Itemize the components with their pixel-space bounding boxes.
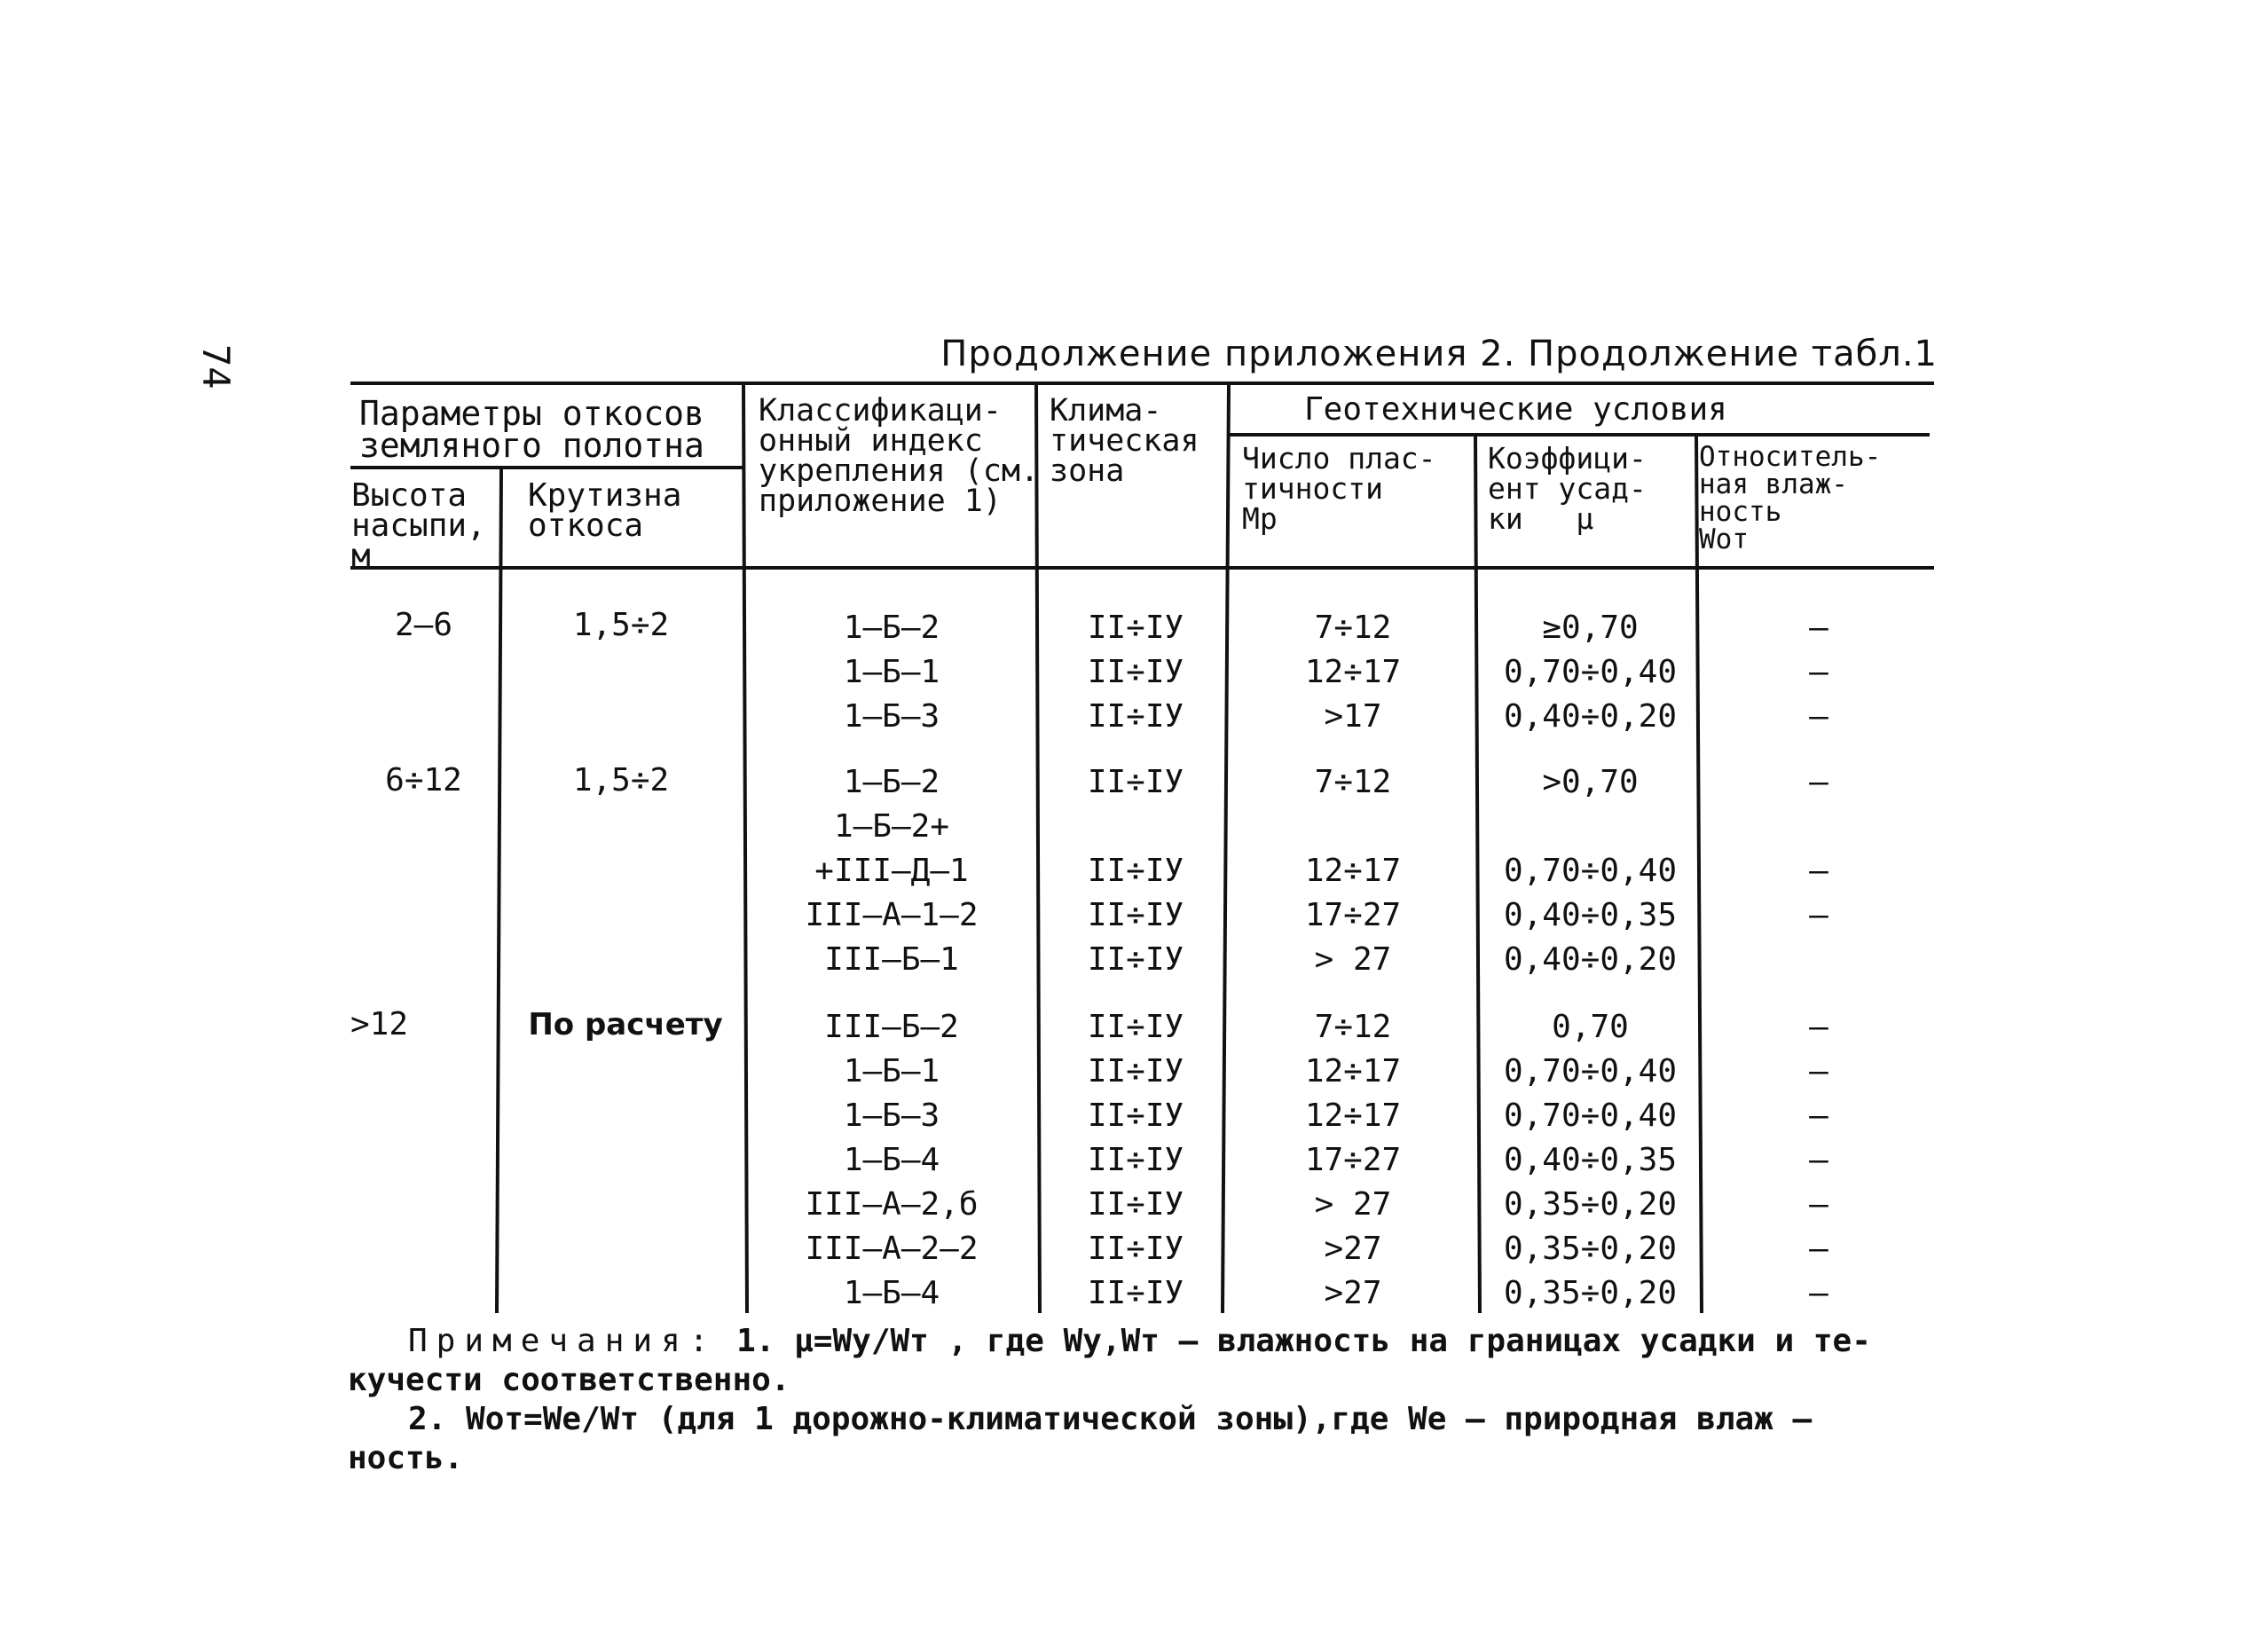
- group-slope-2: 1,5÷2: [572, 762, 670, 798]
- cell-plasticity: > 27: [1314, 1186, 1392, 1223]
- group-height-1: 2–6: [394, 607, 453, 643]
- cell-zone: II÷IУ: [1087, 941, 1184, 978]
- cell-index: 1–Б–4: [843, 1142, 940, 1178]
- cell-zone: II÷IУ: [1087, 1009, 1184, 1045]
- cell-plasticity: 17÷27: [1304, 897, 1402, 933]
- cell-index: 1–Б–2: [843, 610, 940, 646]
- cell-shrink: 0,40÷0,35: [1503, 897, 1678, 933]
- cell-plasticity: > 27: [1314, 941, 1392, 978]
- header-geo-group: Геотехнические условия: [1304, 391, 1727, 428]
- cell-humidity: –: [1809, 654, 1828, 690]
- cell-humidity: –: [1809, 1097, 1828, 1134]
- cell-shrink: 0,40÷0,20: [1503, 941, 1678, 978]
- cell-plasticity: 12÷17: [1304, 1097, 1402, 1134]
- cell-zone: II÷IУ: [1087, 610, 1184, 646]
- cell-zone: II÷IУ: [1087, 654, 1184, 690]
- cell-plasticity: 17÷27: [1304, 1142, 1402, 1178]
- group-slope-1: 1,5÷2: [572, 607, 670, 643]
- cell-zone: II÷IУ: [1087, 897, 1184, 933]
- group-slope-3: По расчету: [528, 1007, 723, 1042]
- header-slope: Крутизна откоса: [528, 477, 682, 544]
- cell-zone: II÷IУ: [1087, 1097, 1184, 1134]
- cell-zone: II÷IУ: [1087, 853, 1184, 889]
- page-number: 74: [194, 344, 238, 389]
- cell-plasticity: 12÷17: [1304, 654, 1402, 690]
- header-zone: Клима- тическая зона: [1050, 393, 1199, 489]
- cell-shrink: 0,35÷0,20: [1503, 1186, 1678, 1223]
- cell-shrink: ≥0,70: [1542, 610, 1639, 646]
- header-shrink: Коэффици- ент усад- ки μ: [1488, 441, 1647, 536]
- cell-index: III–А–1–2: [805, 897, 979, 933]
- cell-shrink: >0,70: [1542, 764, 1639, 800]
- cell-index: 1–Б–1: [843, 654, 940, 690]
- cell-shrink: 0,70÷0,40: [1503, 1097, 1678, 1134]
- cell-plasticity: >17: [1324, 698, 1382, 735]
- cell-plasticity: 7÷12: [1314, 1009, 1392, 1045]
- header-index: Классификаци- онный индекс укрепления (см. приложение 1): [759, 393, 1040, 519]
- notes-line-1: [408, 1322, 1871, 1361]
- cell-humidity: –: [1809, 1231, 1828, 1267]
- header-humidity: Относитель- ная влаж- ность Wот: [1699, 441, 1882, 555]
- cell-humidity: –: [1809, 853, 1828, 889]
- cell-humidity: –: [1809, 698, 1828, 735]
- cell-plasticity: 12÷17: [1304, 853, 1402, 889]
- cell-shrink: 0,70÷0,40: [1503, 1053, 1678, 1090]
- cell-plasticity: 7÷12: [1314, 610, 1392, 646]
- notes-text-1: 1. μ=Wу/Wт , где Wу,Wт – влажность на границах усадки и те-: [736, 1323, 1871, 1359]
- page-header: Продолжение приложения 2. Продолжение табл.1: [940, 334, 1938, 374]
- notes-line-3: 2. Wот=We/Wт (для 1 дорожно-климатической зоны),где We – природная влаж –: [408, 1401, 1813, 1437]
- cell-index: 1–Б–2: [843, 764, 940, 800]
- cell-zone: II÷IУ: [1087, 764, 1184, 800]
- cell-zone: II÷IУ: [1087, 698, 1184, 735]
- group-height-3: >12: [350, 1006, 409, 1042]
- cell-index: 1–Б–4: [843, 1275, 940, 1311]
- cell-plasticity: 12÷17: [1304, 1053, 1402, 1090]
- cell-shrink: 0,40÷0,35: [1503, 1142, 1678, 1178]
- cell-shrink: 0,35÷0,20: [1503, 1275, 1678, 1311]
- cell-humidity: –: [1809, 1186, 1828, 1223]
- header-plasticity: Число плас- тичности Мр: [1242, 441, 1436, 536]
- cell-shrink: 0,70÷0,40: [1503, 654, 1678, 690]
- cell-plasticity: >27: [1324, 1231, 1382, 1267]
- col-sep-3: [1036, 383, 1040, 1313]
- notes-line-4: ность.: [348, 1440, 464, 1476]
- cell-index: III–Б–1: [824, 941, 959, 978]
- cell-index: III–А–2–2: [805, 1231, 979, 1267]
- cell-shrink: 0,70÷0,40: [1503, 853, 1678, 889]
- cell-humidity: –: [1809, 1275, 1828, 1311]
- col-sep-2: [743, 383, 747, 1313]
- cell-plasticity: >27: [1324, 1275, 1382, 1311]
- header-height: Высота насыпи, м: [351, 477, 486, 574]
- cell-zone: II÷IУ: [1087, 1142, 1184, 1178]
- cell-zone: II÷IУ: [1087, 1231, 1184, 1267]
- cell-index: III–Б–2: [824, 1009, 959, 1045]
- cell-shrink: 0,40÷0,20: [1503, 698, 1678, 735]
- col-sep-1: [497, 468, 501, 1313]
- cell-shrink: 0,35÷0,20: [1503, 1231, 1678, 1267]
- cell-index: III–А–2,б: [805, 1186, 979, 1223]
- cell-humidity: –: [1809, 1053, 1828, 1090]
- header-params-group: Параметры откосов земляного полотна: [359, 394, 704, 465]
- cell-plasticity: 7÷12: [1314, 764, 1392, 800]
- cell-index: +III–Д–1: [814, 853, 969, 889]
- cell-humidity: –: [1809, 1142, 1828, 1178]
- cell-zone: II÷IУ: [1087, 1053, 1184, 1090]
- cell-zone: II÷IУ: [1087, 1186, 1184, 1223]
- cell-index: 1–Б–2+: [833, 808, 950, 845]
- cell-humidity: –: [1809, 1009, 1828, 1045]
- cell-humidity: –: [1809, 764, 1828, 800]
- cell-humidity: –: [1809, 610, 1828, 646]
- cell-shrink: 0,70: [1552, 1009, 1629, 1045]
- cell-index: 1–Б–3: [843, 1097, 940, 1134]
- notes-label: Примечания:: [408, 1323, 718, 1359]
- cell-index: 1–Б–1: [843, 1053, 940, 1090]
- cell-zone: II÷IУ: [1087, 1275, 1184, 1311]
- group-height-2: 6÷12: [385, 762, 462, 798]
- notes-line-2: кучести соответственно.: [348, 1362, 790, 1398]
- cell-index: 1–Б–3: [843, 698, 940, 735]
- cell-humidity: –: [1809, 897, 1828, 933]
